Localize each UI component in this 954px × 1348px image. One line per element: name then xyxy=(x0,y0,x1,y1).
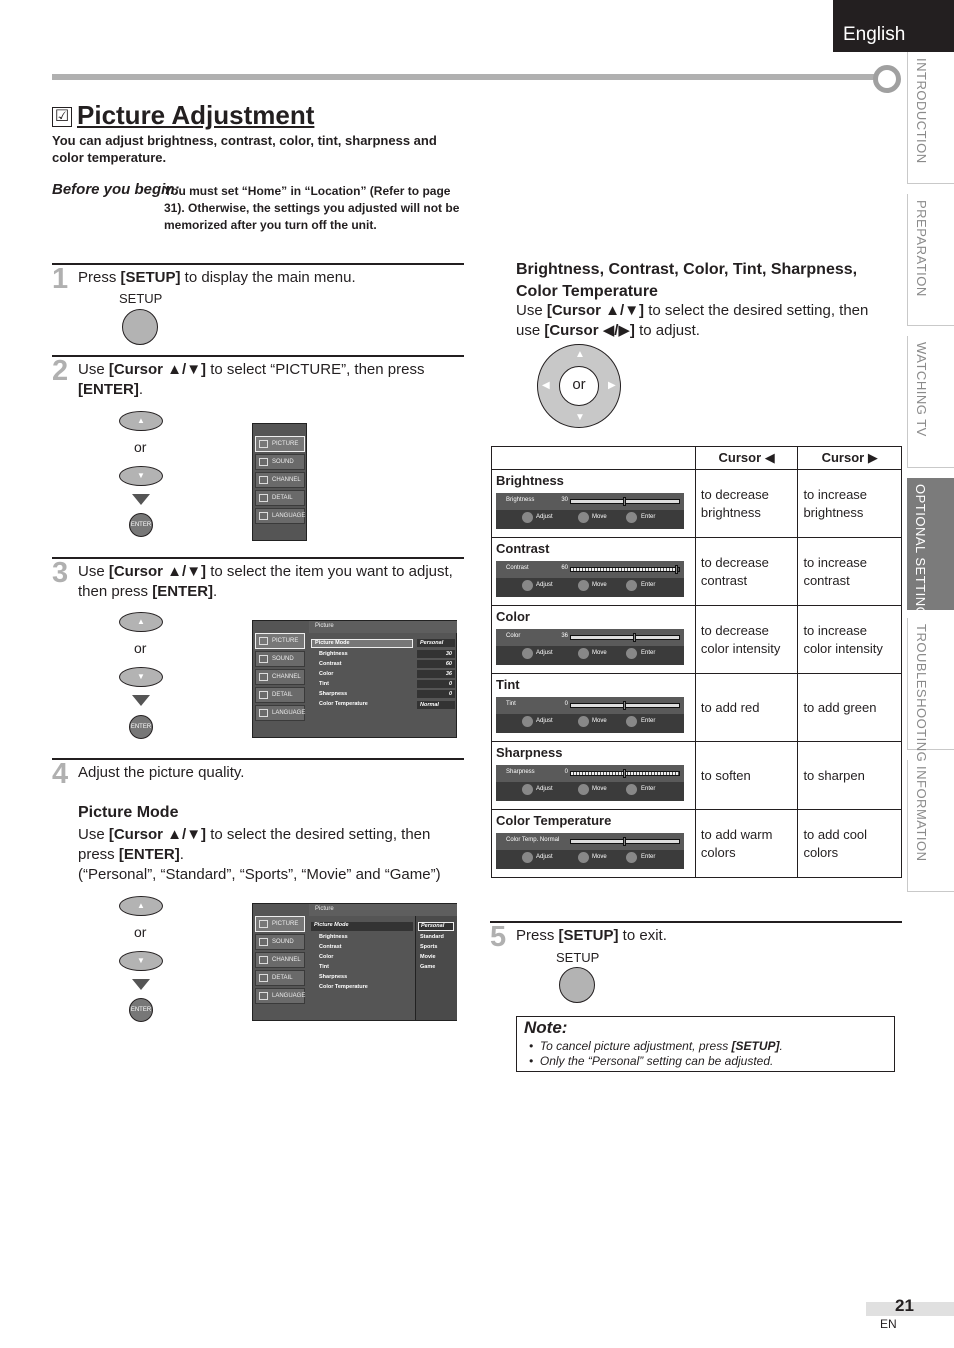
osd-move-label: Move xyxy=(592,514,607,520)
header-knob xyxy=(873,65,901,93)
osd-label: Brightness xyxy=(506,497,535,503)
menu-item-channel[interactable]: CHANNEL xyxy=(255,952,305,968)
menu-row-color-temperature[interactable]: Color Temperature xyxy=(319,984,368,990)
cursor-down-button[interactable]: ▼ xyxy=(119,667,163,687)
cursor-up-button[interactable]: ▲ xyxy=(119,896,163,916)
step-number: 1 xyxy=(52,263,69,295)
cursor-right-effect: to increase brightness xyxy=(798,470,902,538)
mode-option-standard[interactable]: Standard xyxy=(420,934,444,940)
step-rule xyxy=(52,263,464,265)
enter-button[interactable]: ENTER xyxy=(129,998,153,1022)
table-header-cursor-right: Cursor ▶ xyxy=(798,447,902,470)
step-2-text: Use [Cursor ▲/▼] to select “PICTURE”, then press [ENTER]. xyxy=(78,361,425,398)
osd-enter-label: Enter xyxy=(641,854,656,860)
setting-name: Color xyxy=(496,609,530,624)
cursor-ud-icon xyxy=(578,512,589,523)
value-contrast: 60 xyxy=(417,660,455,668)
setting-name: Brightness xyxy=(496,473,564,488)
osd-slider[interactable] xyxy=(496,561,684,597)
step-number: 4 xyxy=(52,758,69,790)
cursor-lr-icon xyxy=(522,784,533,795)
cursor-left-effect: to soften xyxy=(695,742,798,810)
value-color-temperature: Normal xyxy=(417,701,455,709)
menu-row-tint[interactable]: Tint xyxy=(319,681,329,687)
cursor-up-button[interactable]: ▲ xyxy=(119,411,163,431)
cursor-right-effect: to sharpen xyxy=(798,742,902,810)
osd-slider[interactable] xyxy=(496,697,684,733)
enter-icon xyxy=(626,512,637,523)
dpad-down-icon[interactable]: ▼ xyxy=(575,412,585,423)
menu-row-picture-mode[interactable]: Picture Mode xyxy=(311,639,413,648)
table-row xyxy=(492,742,902,810)
osd-value: 36 xyxy=(561,633,568,639)
osd-enter-label: Enter xyxy=(641,650,656,656)
menu-item-detail[interactable]: DETAIL xyxy=(255,490,305,506)
side-tab-troubleshooting[interactable]: TROUBLESHOOTING xyxy=(907,618,954,750)
cursor-lr-icon xyxy=(522,648,533,659)
osd-knob[interactable] xyxy=(623,701,626,710)
cursor-up-button[interactable]: ▲ xyxy=(119,612,163,632)
page-title: ☑ Picture Adjustment xyxy=(52,100,314,131)
cursor-right-effect: to add green xyxy=(798,674,902,742)
osd-adjust-label: Adjust xyxy=(536,514,553,520)
header-rule xyxy=(52,74,877,80)
dpad-right-icon[interactable]: ▶ xyxy=(608,380,616,391)
menu-item-picture[interactable]: PICTURE xyxy=(255,916,305,932)
osd-adjust-label: Adjust xyxy=(536,854,553,860)
osd-move-label: Move xyxy=(592,854,607,860)
menu-row-sharpness[interactable]: Sharpness xyxy=(319,974,348,980)
value-tint: 0 xyxy=(417,680,455,688)
adjustment-table xyxy=(491,446,902,878)
menu-item-sound[interactable]: SOUND xyxy=(255,454,305,470)
cursor-down-button[interactable]: ▼ xyxy=(119,466,163,486)
mode-option-sports[interactable]: Sports xyxy=(420,944,438,950)
picture-menu-screen xyxy=(252,620,457,738)
osd-value: 0 xyxy=(564,701,568,707)
osd-move-label: Move xyxy=(592,718,607,724)
cursor-ud-icon xyxy=(578,648,589,659)
arrow-down-icon xyxy=(132,979,150,990)
menu-item-picture[interactable]: PICTURE xyxy=(255,436,305,452)
arrow-down-icon xyxy=(132,494,150,505)
menu-row-brightness[interactable]: Brightness xyxy=(319,651,348,657)
menu-item-detail[interactable]: DETAIL xyxy=(255,687,305,703)
cursor-left-effect: to decrease brightness xyxy=(695,470,798,538)
picture-mode-heading: Picture Mode xyxy=(78,804,179,821)
picture-mode-text: Use [Cursor ▲/▼] to select the desired setting, then press [ENTER]. (“Personal”, “Standard”, “Sports”, “Movie” and “Game”) xyxy=(78,826,441,883)
picture-mode-menu-screen xyxy=(252,903,457,1021)
menu-row-brightness[interactable]: Brightness xyxy=(319,934,348,940)
osd-move-label: Move xyxy=(592,786,607,792)
osd-bar[interactable] xyxy=(570,499,680,504)
setting-name: Color Temperature xyxy=(496,813,612,828)
osd-knob[interactable] xyxy=(675,565,678,574)
osd-adjust-label: Adjust xyxy=(536,650,553,656)
setting-name: Tint xyxy=(496,677,520,692)
menu-item-sound[interactable]: SOUND xyxy=(255,651,305,667)
before-text: You must set “Home” in “Location” (Refer to page 31). Otherwise, the settings you adjusted will not be memorized after you turn off the unit. xyxy=(164,184,460,232)
dpad-up-icon[interactable]: ▲ xyxy=(575,349,585,360)
osd-bar[interactable] xyxy=(570,635,680,640)
cursor-lr-icon xyxy=(522,580,533,591)
page-lang: EN xyxy=(880,1317,897,1331)
enter-icon xyxy=(626,648,637,659)
side-tab-watching-tv[interactable]: WATCHING TV xyxy=(907,336,954,468)
checkbox-icon: ☑ xyxy=(52,107,72,127)
cursor-right-effect: to add cool colors xyxy=(798,810,902,878)
enter-icon xyxy=(626,784,637,795)
osd-label: Contrast xyxy=(506,565,529,571)
menu-row-color[interactable]: Color xyxy=(319,954,334,960)
osd-slider[interactable] xyxy=(496,765,684,801)
menu-row-picture-mode[interactable]: Picture Mode xyxy=(311,922,413,931)
table-header-cursor-left: Cursor ◀ xyxy=(695,447,798,470)
osd-label: Color xyxy=(506,633,521,639)
menu-item-picture[interactable]: PICTURE xyxy=(255,633,305,649)
note-list xyxy=(529,1039,783,1069)
osd-knob[interactable] xyxy=(633,633,636,642)
cursor-ud-icon xyxy=(578,784,589,795)
osd-knob[interactable] xyxy=(623,497,626,506)
menu-row-color[interactable]: Color xyxy=(319,671,334,677)
table-row xyxy=(492,674,902,742)
osd-enter-label: Enter xyxy=(641,718,656,724)
panel-title: Picture xyxy=(309,904,457,916)
cursor-lr-icon xyxy=(522,512,533,523)
note-item: • To cancel picture adjustment, press [SETUP]. xyxy=(529,1039,783,1053)
setting-cell xyxy=(492,742,696,810)
enter-icon xyxy=(626,580,637,591)
mode-option-game[interactable]: Game xyxy=(420,964,436,970)
cursor-ud-icon xyxy=(578,852,589,863)
step-rule xyxy=(490,921,902,923)
or-label: or xyxy=(134,439,147,455)
osd-enter-label: Enter xyxy=(641,582,656,588)
setting-cell xyxy=(492,674,696,742)
enter-icon xyxy=(626,852,637,863)
setting-cell xyxy=(492,810,696,878)
cursor-left-effect: to decrease color intensity xyxy=(695,606,798,674)
table-header-empty xyxy=(492,447,696,470)
or-label: or xyxy=(134,924,147,940)
setting-cell xyxy=(492,538,696,606)
osd-slider[interactable] xyxy=(496,833,684,869)
right-instructions: Use [Cursor ▲/▼] to select the desired setting, then use [Cursor ◀/▶] to adjust. xyxy=(516,302,869,339)
menu-row-color-temperature[interactable]: Color Temperature xyxy=(319,701,368,707)
osd-label: Color Temp. Normal xyxy=(506,837,560,843)
enter-icon xyxy=(626,716,637,727)
menu-row-contrast[interactable]: Contrast xyxy=(319,661,342,667)
note-title: Note: xyxy=(524,1018,568,1037)
step-rule xyxy=(52,758,464,760)
menu-row-sharpness[interactable]: Sharpness xyxy=(319,691,348,697)
cursor-down-button[interactable]: ▼ xyxy=(119,951,163,971)
step-4-text: Adjust the picture quality. xyxy=(78,764,245,781)
osd-knob[interactable] xyxy=(623,769,626,778)
osd-value: 60 xyxy=(561,565,568,571)
menu-item-channel[interactable]: CHANNEL xyxy=(255,472,305,488)
step-1-text: Press [SETUP] to display the main menu. xyxy=(78,269,356,286)
setting-cell xyxy=(492,606,696,674)
menu-item-language[interactable]: LANGUAGE xyxy=(255,988,305,1004)
dpad-or-label: or xyxy=(559,366,599,406)
language-tab: English xyxy=(833,0,954,52)
cursor-ud-icon xyxy=(578,716,589,727)
side-tab-optional-setting[interactable]: OPTIONAL SETTING xyxy=(907,478,954,610)
or-label: or xyxy=(134,640,147,656)
osd-move-label: Move xyxy=(592,650,607,656)
setting-name: Contrast xyxy=(496,541,550,556)
intro-text: You can adjust brightness, contrast, color, tint, sharpness and color temperature. xyxy=(52,133,437,165)
before-label: Before you begin: xyxy=(52,181,180,198)
step-number: 3 xyxy=(52,557,69,589)
osd-knob[interactable] xyxy=(623,837,626,846)
dpad-remote[interactable] xyxy=(537,344,621,428)
panel-title: Picture xyxy=(309,621,457,633)
cursor-right-effect: to increase contrast xyxy=(798,538,902,606)
cursor-ud-icon xyxy=(578,580,589,591)
step-rule xyxy=(52,355,464,357)
mode-options-list xyxy=(415,916,457,1020)
osd-move-label: Move xyxy=(592,582,607,588)
setup-button[interactable] xyxy=(122,309,158,345)
setting-cell xyxy=(492,470,696,538)
osd-adjust-label: Adjust xyxy=(536,786,553,792)
cursor-left-effect: to add warm colors xyxy=(695,810,798,878)
step-number: 5 xyxy=(490,921,507,953)
osd-value: 30 xyxy=(561,497,568,503)
value-sharpness: 0 xyxy=(417,690,455,698)
note-item: • Only the “Personal” setting can be adjusted. xyxy=(529,1054,774,1068)
step-number: 2 xyxy=(52,355,69,387)
osd-value: 0 xyxy=(564,769,568,775)
osd-label: Tint xyxy=(506,701,516,707)
value-picture-mode: Personal xyxy=(417,639,455,647)
menu-row-contrast[interactable]: Contrast xyxy=(319,944,342,950)
osd-bar[interactable] xyxy=(570,567,680,572)
dpad-left-icon[interactable]: ◀ xyxy=(542,380,550,391)
osd-bar[interactable] xyxy=(570,703,680,708)
setup-label: SETUP xyxy=(556,950,600,965)
osd-adjust-label: Adjust xyxy=(536,582,553,588)
setting-name: Sharpness xyxy=(496,745,563,760)
menu-item-sound[interactable]: SOUND xyxy=(255,934,305,950)
menu-row-tint[interactable]: Tint xyxy=(319,964,329,970)
step-3-text: Use [Cursor ▲/▼] to select the item you want to adjust, then press [ENTER]. xyxy=(78,563,453,600)
setup-label: SETUP xyxy=(119,291,163,306)
value-color: 36 xyxy=(417,670,455,678)
table-row xyxy=(492,470,902,538)
table-row xyxy=(492,606,902,674)
osd-enter-label: Enter xyxy=(641,514,656,520)
setup-button[interactable] xyxy=(559,967,595,1003)
menu-item-language[interactable]: LANGUAGE xyxy=(255,705,305,721)
enter-button[interactable]: ENTER xyxy=(129,513,153,537)
value-brightness: 30 xyxy=(417,650,455,658)
osd-bar[interactable] xyxy=(570,839,680,844)
cursor-lr-icon xyxy=(522,716,533,727)
side-tab-information[interactable]: INFORMATION xyxy=(907,760,954,892)
osd-adjust-label: Adjust xyxy=(536,718,553,724)
main-menu-screen xyxy=(252,423,307,541)
right-heading: Brightness, Contrast, Color, Tint, Sharpness, Color Temperature xyxy=(516,261,858,300)
step-rule xyxy=(52,557,464,559)
step-5-text: Press [SETUP] to exit. xyxy=(516,927,667,944)
osd-bar[interactable] xyxy=(570,771,680,776)
osd-slider[interactable] xyxy=(496,493,684,529)
cursor-lr-icon xyxy=(522,852,533,863)
enter-button[interactable]: ENTER xyxy=(129,715,153,739)
osd-enter-label: Enter xyxy=(641,786,656,792)
table-row xyxy=(492,810,902,878)
side-tab-preparation[interactable]: PREPARATION xyxy=(907,194,954,326)
menu-item-channel[interactable]: CHANNEL xyxy=(255,669,305,685)
cursor-left-effect: to add red xyxy=(695,674,798,742)
osd-label: Sharpness xyxy=(506,769,535,775)
table-row xyxy=(492,538,902,606)
menu-item-detail[interactable]: DETAIL xyxy=(255,970,305,986)
cursor-right-effect: to increase color intensity xyxy=(798,606,902,674)
note-box xyxy=(516,1016,895,1072)
osd-slider[interactable] xyxy=(496,629,684,665)
mode-option-personal[interactable]: Personal xyxy=(418,922,454,931)
arrow-down-icon xyxy=(132,695,150,706)
side-tab-introduction[interactable]: INTRODUCTION xyxy=(907,52,954,184)
page-number: 21 xyxy=(895,1296,914,1315)
mode-option-movie[interactable]: Movie xyxy=(420,954,436,960)
menu-item-language[interactable]: LANGUAGE xyxy=(255,508,305,524)
cursor-left-effect: to decrease contrast xyxy=(695,538,798,606)
